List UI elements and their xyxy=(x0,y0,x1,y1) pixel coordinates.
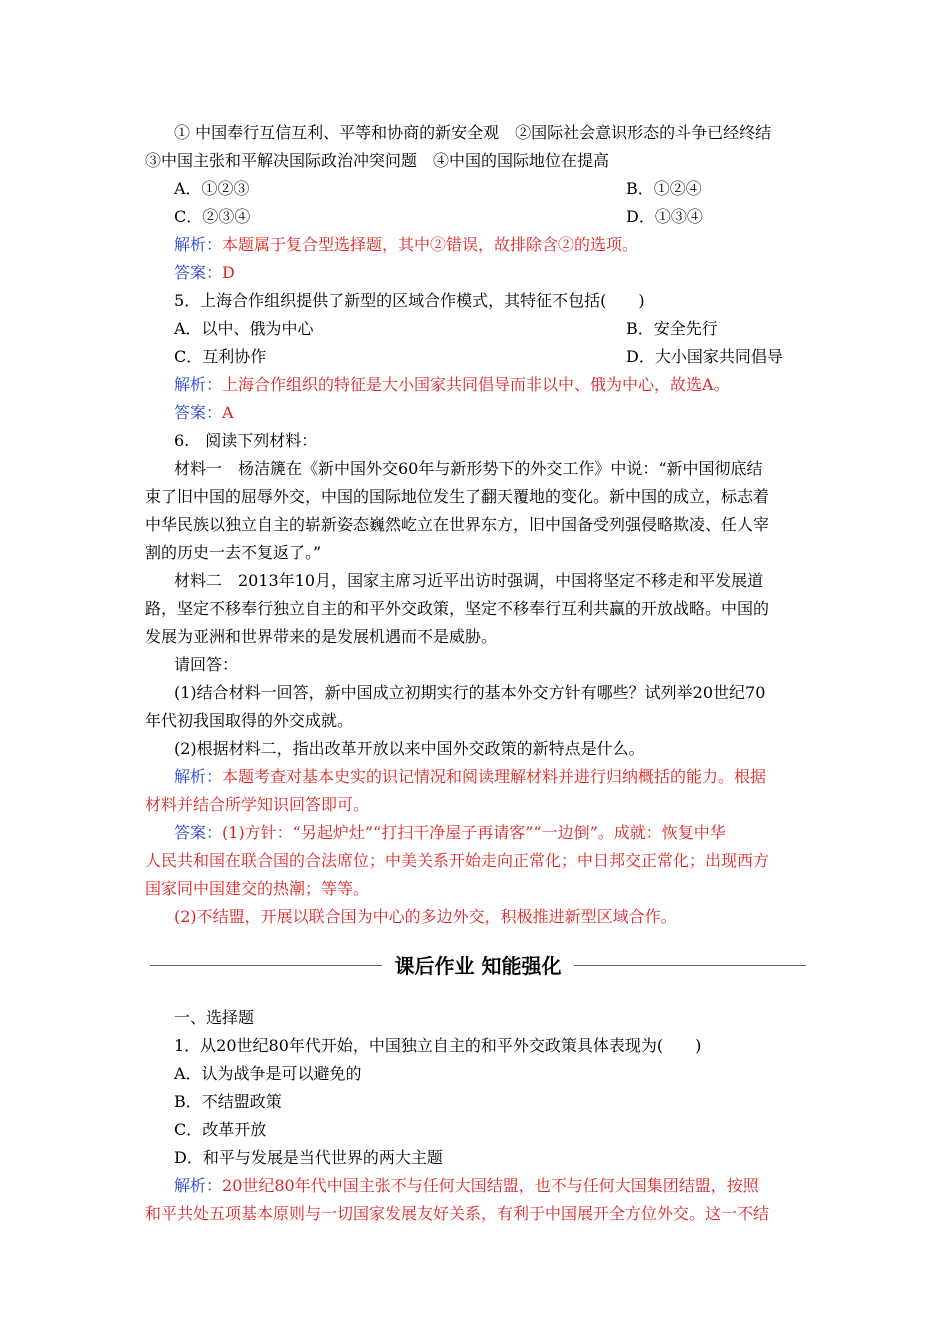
option-a: A．认为战争是可以避免的 xyxy=(174,1064,362,1083)
material-one-line: 束了旧中国的屈辱外交，中国的国际地位发生了翻天覆地的变化。新中国的成立，标志着 xyxy=(145,487,770,506)
option-c: C．改革开放 xyxy=(174,1120,267,1139)
option-row xyxy=(174,319,814,339)
analysis-label: 解析： xyxy=(174,1176,223,1195)
section-divider xyxy=(150,952,806,980)
section-title: 课后作业 知能强化 xyxy=(394,954,562,978)
divider-rule-right xyxy=(574,965,806,966)
option-c: C．互利协作 xyxy=(174,347,267,366)
option-a: A．以中、俄为中心 xyxy=(174,319,314,338)
prompt-label: 请回答： xyxy=(174,655,239,674)
analysis-text: 本题属于复合型选择题，其中②错误，故排除含②的选项。 xyxy=(222,235,639,254)
material-two-line: 材料二 2013年10月，国家主席习近平出访时强调，中国将坚定不移走和平发展道 xyxy=(174,571,764,590)
answer-text: 人民共和国在联合国的合法席位；中美关系开始走向正常化；中日邦交正常化；出现西方 xyxy=(145,851,770,870)
material-two-line: 路，坚定不移奉行独立自主的和平外交政策，坚定不移奉行互利共赢的开放战略。中国的 xyxy=(145,599,770,618)
option-d: D．大小国家共同倡导 xyxy=(626,347,783,366)
divider-rule-left xyxy=(150,965,382,966)
answer-label: 答案： xyxy=(174,263,223,282)
analysis-text: 材料并结合所学知识回答即可。 xyxy=(145,795,370,814)
question-stem: 6. 阅读下列材料： xyxy=(174,431,318,450)
statement-line: ③中国主张和平解决国际政治冲突问题 ④中国的国际地位在提高 xyxy=(145,151,610,170)
answer-label: 答案： xyxy=(174,823,223,842)
option-b: B．安全先行 xyxy=(626,319,718,338)
analysis-label: 解析： xyxy=(174,235,223,254)
answer-line xyxy=(174,823,726,843)
analysis-line xyxy=(174,235,638,255)
question-stem: 5．上海合作组织提供了新型的区域合作模式，其特征不包括( ) xyxy=(174,291,645,310)
option-row xyxy=(174,179,814,199)
analysis-text: 本题考查对基本史实的识记情况和阅读理解材料并进行归纳概括的能力。根据 xyxy=(222,767,767,786)
sub-question-1: 年代初我国取得的外交成就。 xyxy=(145,711,354,730)
material-one-line: 材料一 杨洁篪在《新中国外交60年与新形势下的外交工作》中说：“新中国彻底结 xyxy=(174,459,763,478)
answer-text: D xyxy=(222,263,235,282)
option-b: B．不结盟政策 xyxy=(174,1092,282,1111)
part-heading: 一、选择题 xyxy=(174,1008,255,1027)
option-b: B．①②④ xyxy=(626,179,702,198)
option-row xyxy=(174,207,814,227)
answer-line xyxy=(174,263,235,283)
material-one-line: 中华民族以独立自主的崭新姿态巍然屹立在世界东方，旧中国备受列强侵略欺凌、任人宰 xyxy=(145,515,770,534)
question-stem: 1．从20世纪80年代开始，中国独立自主的和平外交政策具体表现为( ) xyxy=(174,1036,702,1055)
material-one-line: 割的历史一去不复返了。” xyxy=(145,543,322,562)
answer-text: 国家同中国建交的热潮；等等。 xyxy=(145,879,370,898)
analysis-text: 上海合作组织的特征是大小国家共同倡导而非以中、俄为中心，故选A。 xyxy=(222,375,730,394)
sub-question-2: (2)根据材料二，指出改革开放以来中国外交政策的新特点是什么。 xyxy=(174,739,645,758)
analysis-line xyxy=(174,1176,759,1196)
analysis-line xyxy=(174,375,730,395)
analysis-text: 和平共处五项基本原则与一切国家发展友好关系，有利于中国展开全方位外交。这一不结 xyxy=(145,1204,770,1223)
analysis-label: 解析： xyxy=(174,375,223,394)
statement-line: ① 中国奉行互信互利、平等和协商的新安全观 ②国际社会意识形态的斗争已经终结 xyxy=(174,123,772,142)
answer-line xyxy=(174,403,234,423)
material-two-line: 发展为亚洲和世界带来的是发展机遇而不是威胁。 xyxy=(145,627,498,646)
option-row xyxy=(174,347,814,367)
option-a: A．①②③ xyxy=(174,179,250,198)
option-c: C．②③④ xyxy=(174,207,251,226)
answer-text: A xyxy=(222,403,234,422)
analysis-text: 20世纪80年代中国主张不与任何大国结盟，也不与任何大国集团结盟，按照 xyxy=(222,1176,759,1195)
answer-label: 答案： xyxy=(174,403,223,422)
answer-text: (1)方针：“另起炉灶”“打扫干净屋子再请客”“一边倒”。成就：恢复中华 xyxy=(222,823,726,842)
answer-text: (2)不结盟，开展以联合国为中心的多边外交，积极推进新型区域合作。 xyxy=(174,907,677,926)
option-d: D．①③④ xyxy=(626,207,703,226)
analysis-label: 解析： xyxy=(174,767,223,786)
analysis-line xyxy=(174,767,766,787)
sub-question-1: (1)结合材料一回答，新中国成立初期实行的基本外交方针有哪些？试列举20世纪70 xyxy=(174,683,766,702)
option-d: D．和平与发展是当代世界的两大主题 xyxy=(174,1148,443,1167)
